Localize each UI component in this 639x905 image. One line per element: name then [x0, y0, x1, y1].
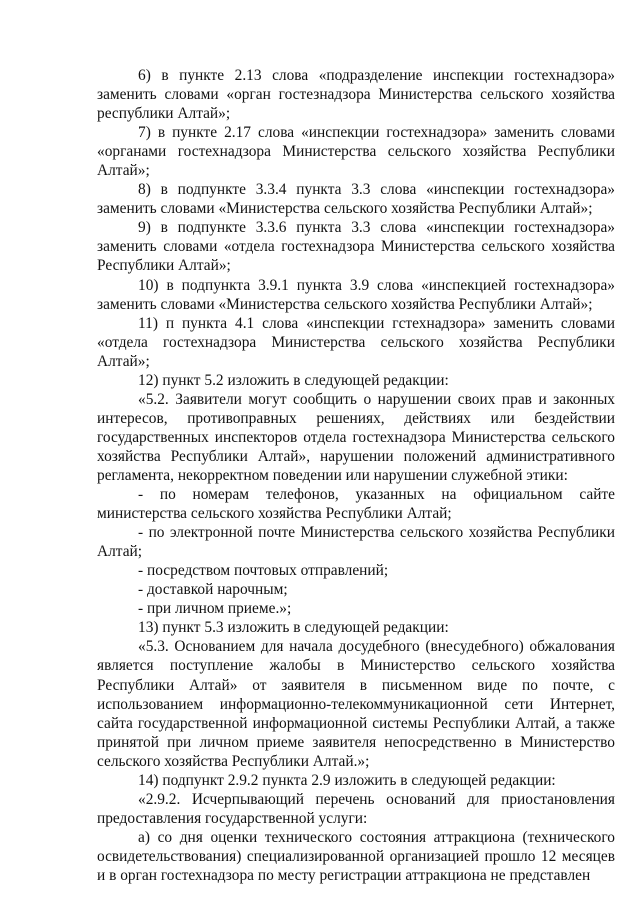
paragraph-item-13: 13) пункт 5.3 изложить в следующей редакции: [138, 619, 449, 637]
paragraph-item-7: 7) в пункте 2.17 слова «инспекции гостехнадзора» заменить словами «органами гостехнадзора Министерства сельского хозяйства Республики Алтай»; [97, 124, 615, 180]
paragraph-item-11: 11) п пункта 4.1 слова «инспекции гстехнадзора» заменить словами «отдела гостехнадзора Министерства сельского хозяйства Республики Алтай»; [97, 314, 615, 370]
paragraph-item-14: 14) подпункт 2.9.2 пункта 2.9 изложить в следующей редакции: [138, 771, 556, 789]
document-body [97, 66, 615, 885]
list-item-personal: - при личном приеме.»; [138, 600, 292, 618]
paragraph-clause-2-9-2: «2.9.2. Исчерпывающий перечень оснований для приостановления предоставления государственной услуги: [97, 790, 615, 827]
list-item-email: - по электронной почте Министерства сельского хозяйства Республики Алтай; [97, 524, 615, 561]
list-item-courier: - доставкой нарочным; [138, 581, 288, 599]
paragraph-clause-5-3: «5.3. Основанием для начала досудебного (внесудебного) обжалования является поступление жалобы в Министерство сельского хозяйства Республики Алтай» от заявителя в письменном виде по почте, с использованием информационно-телекоммуникационной сети Интернет, сайта государственной информационной системы Республики Алтай, а также принятой при личном приеме заявителя непосредственно в Министерство сельского хозяйства Республики Алтай.»; [97, 638, 615, 770]
paragraph-item-8: 8) в подпункте 3.3.4 пункта 3.3 слова «инспекции гостехнадзора» заменить словами «Министерства сельского хозяйства Республики Алтай»; [97, 181, 615, 218]
list-item-phone: - по номерам телефонов, указанных на официальном сайте министерства сельского хозяйства Республики Алтай; [97, 486, 615, 523]
paragraph-item-12: 12) пункт 5.2 изложить в следующей редакции: [138, 371, 449, 389]
paragraph-item-9: 9) в подпункте 3.3.6 пункта 3.3 слова «инспекции гостехнадзора» заменить словами «отдела гостехнадзора Министерства сельского хозяйства Республики Алтай»; [97, 219, 615, 275]
paragraph-clause-5-2: «5.2. Заявители могут сообщить о нарушении своих прав и законных интересов, противоправных решениях, действиях или бездействии государственных инспекторов отдела гостехнадзора Министерства сельского хозяйства Республики Алтай», нарушении положений административного регламента, некорректном поведении или нарушении служебной этики: [97, 390, 615, 484]
list-item-post: - посредством почтовых отправлений; [138, 562, 389, 580]
paragraph-item-10: 10) в подпункта 3.9.1 пункта 3.9 слова «инспекцией гостехнадзора» заменить словами «Министерства сельского хозяйства Республики Алтай»; [97, 276, 615, 313]
paragraph-item-6: 6) в пункте 2.13 слова «подразделение инспекции гостехнадзора» заменить словами «орган гостезнадзора Министерства сельского хозяйства республики Алтай»; [97, 67, 615, 123]
paragraph-subitem-a: а) со дня оценки технического состояния аттракциона (технического освидетельствования) специализированной организацией прошло 12 месяцев и в орган гостехнадзора по месту регистрации аттракциона не представлен [97, 828, 615, 884]
